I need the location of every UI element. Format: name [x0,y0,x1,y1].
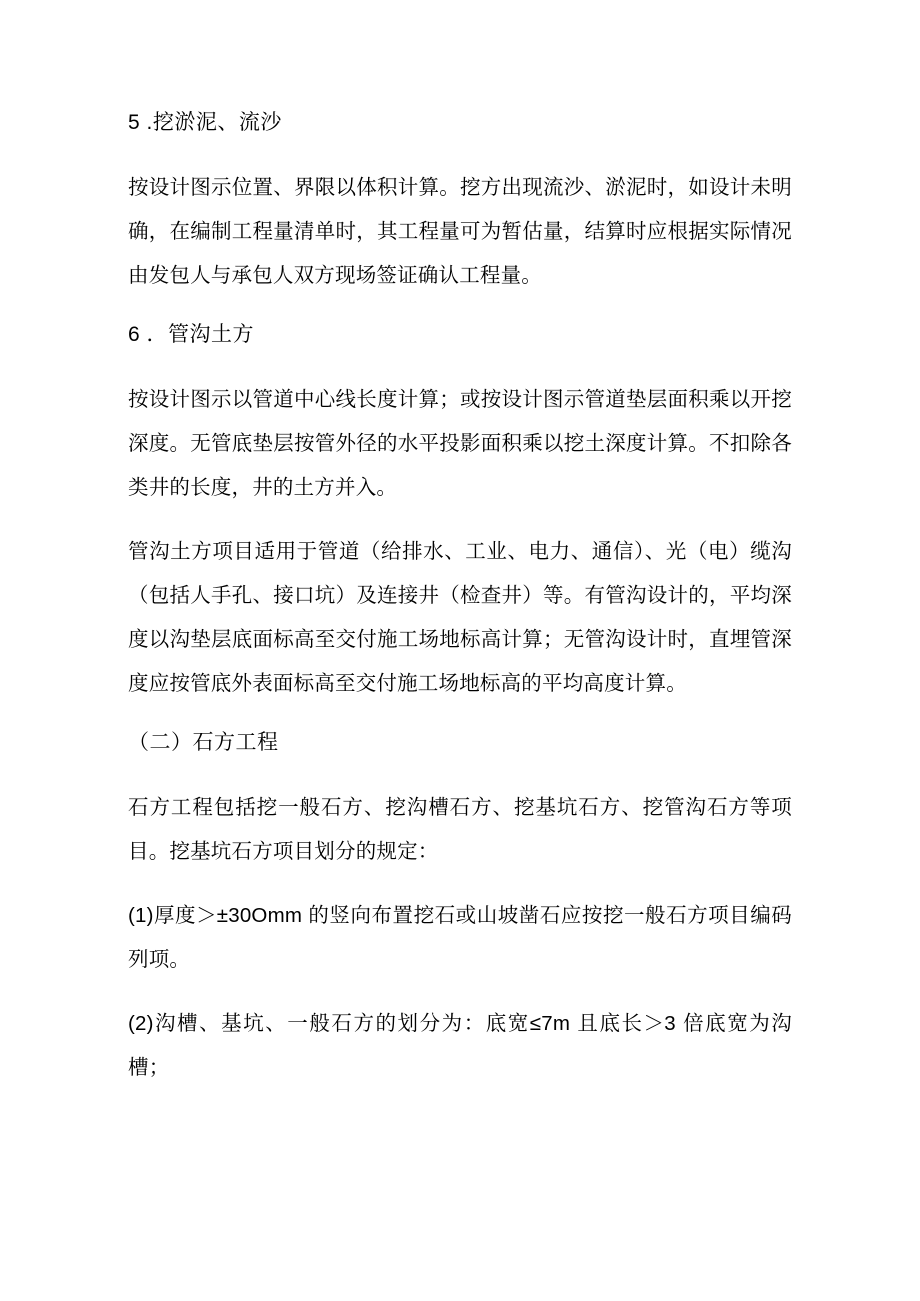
paragraph-6-2: 管沟土方项目适用于管道（给排水、工业、电力、通信）、光（电）缆沟（包括人手孔、接口坑）及连接井（检查井）等。有管沟设计的，平均深度以沟垫层底面标高至交付施工场地标高计算；无管沟设计时，直埋管深度应按管底外表面标高至交付施工场地标高的平均高度计算。 [128,540,792,695]
paragraph-5-1: 按设计图示位置、界限以体积计算。挖方出现流沙、淤泥时，如设计未明确，在编制工程量清单时，其工程量可为暂估量，结算时应根据实际情况由发包人与承包人双方现场签证确认工程量。 [128,176,792,287]
section-heading-5: 5 .挖淤泥、流沙 [128,111,282,134]
paragraph-stone-item-2: (2)沟槽、基坑、一般石方的划分为：底宽≤7m 且底长＞3 倍底宽为沟槽； [128,1012,792,1079]
section-heading-2: （二）石方工程 [128,731,279,754]
paragraph-stone-1: 石方工程包括挖一般石方、挖沟槽石方、挖基坑石方、挖管沟石方等项目。挖基坑石方项目划分的规定： [128,796,792,863]
paragraph-stone-item-1: (1)厚度＞±30Omm 的竖向布置挖石或山坡凿石应按挖一般石方项目编码列项。 [128,904,792,971]
section-heading-6: 6 ．管沟土方 [128,323,255,346]
paragraph-6-1: 按设计图示以管道中心线长度计算；或按设计图示管道垫层面积乘以开挖深度。无管底垫层按管外径的水平投影面积乘以挖土深度计算。不扣除各类井的长度，井的土方并入。 [128,388,792,499]
